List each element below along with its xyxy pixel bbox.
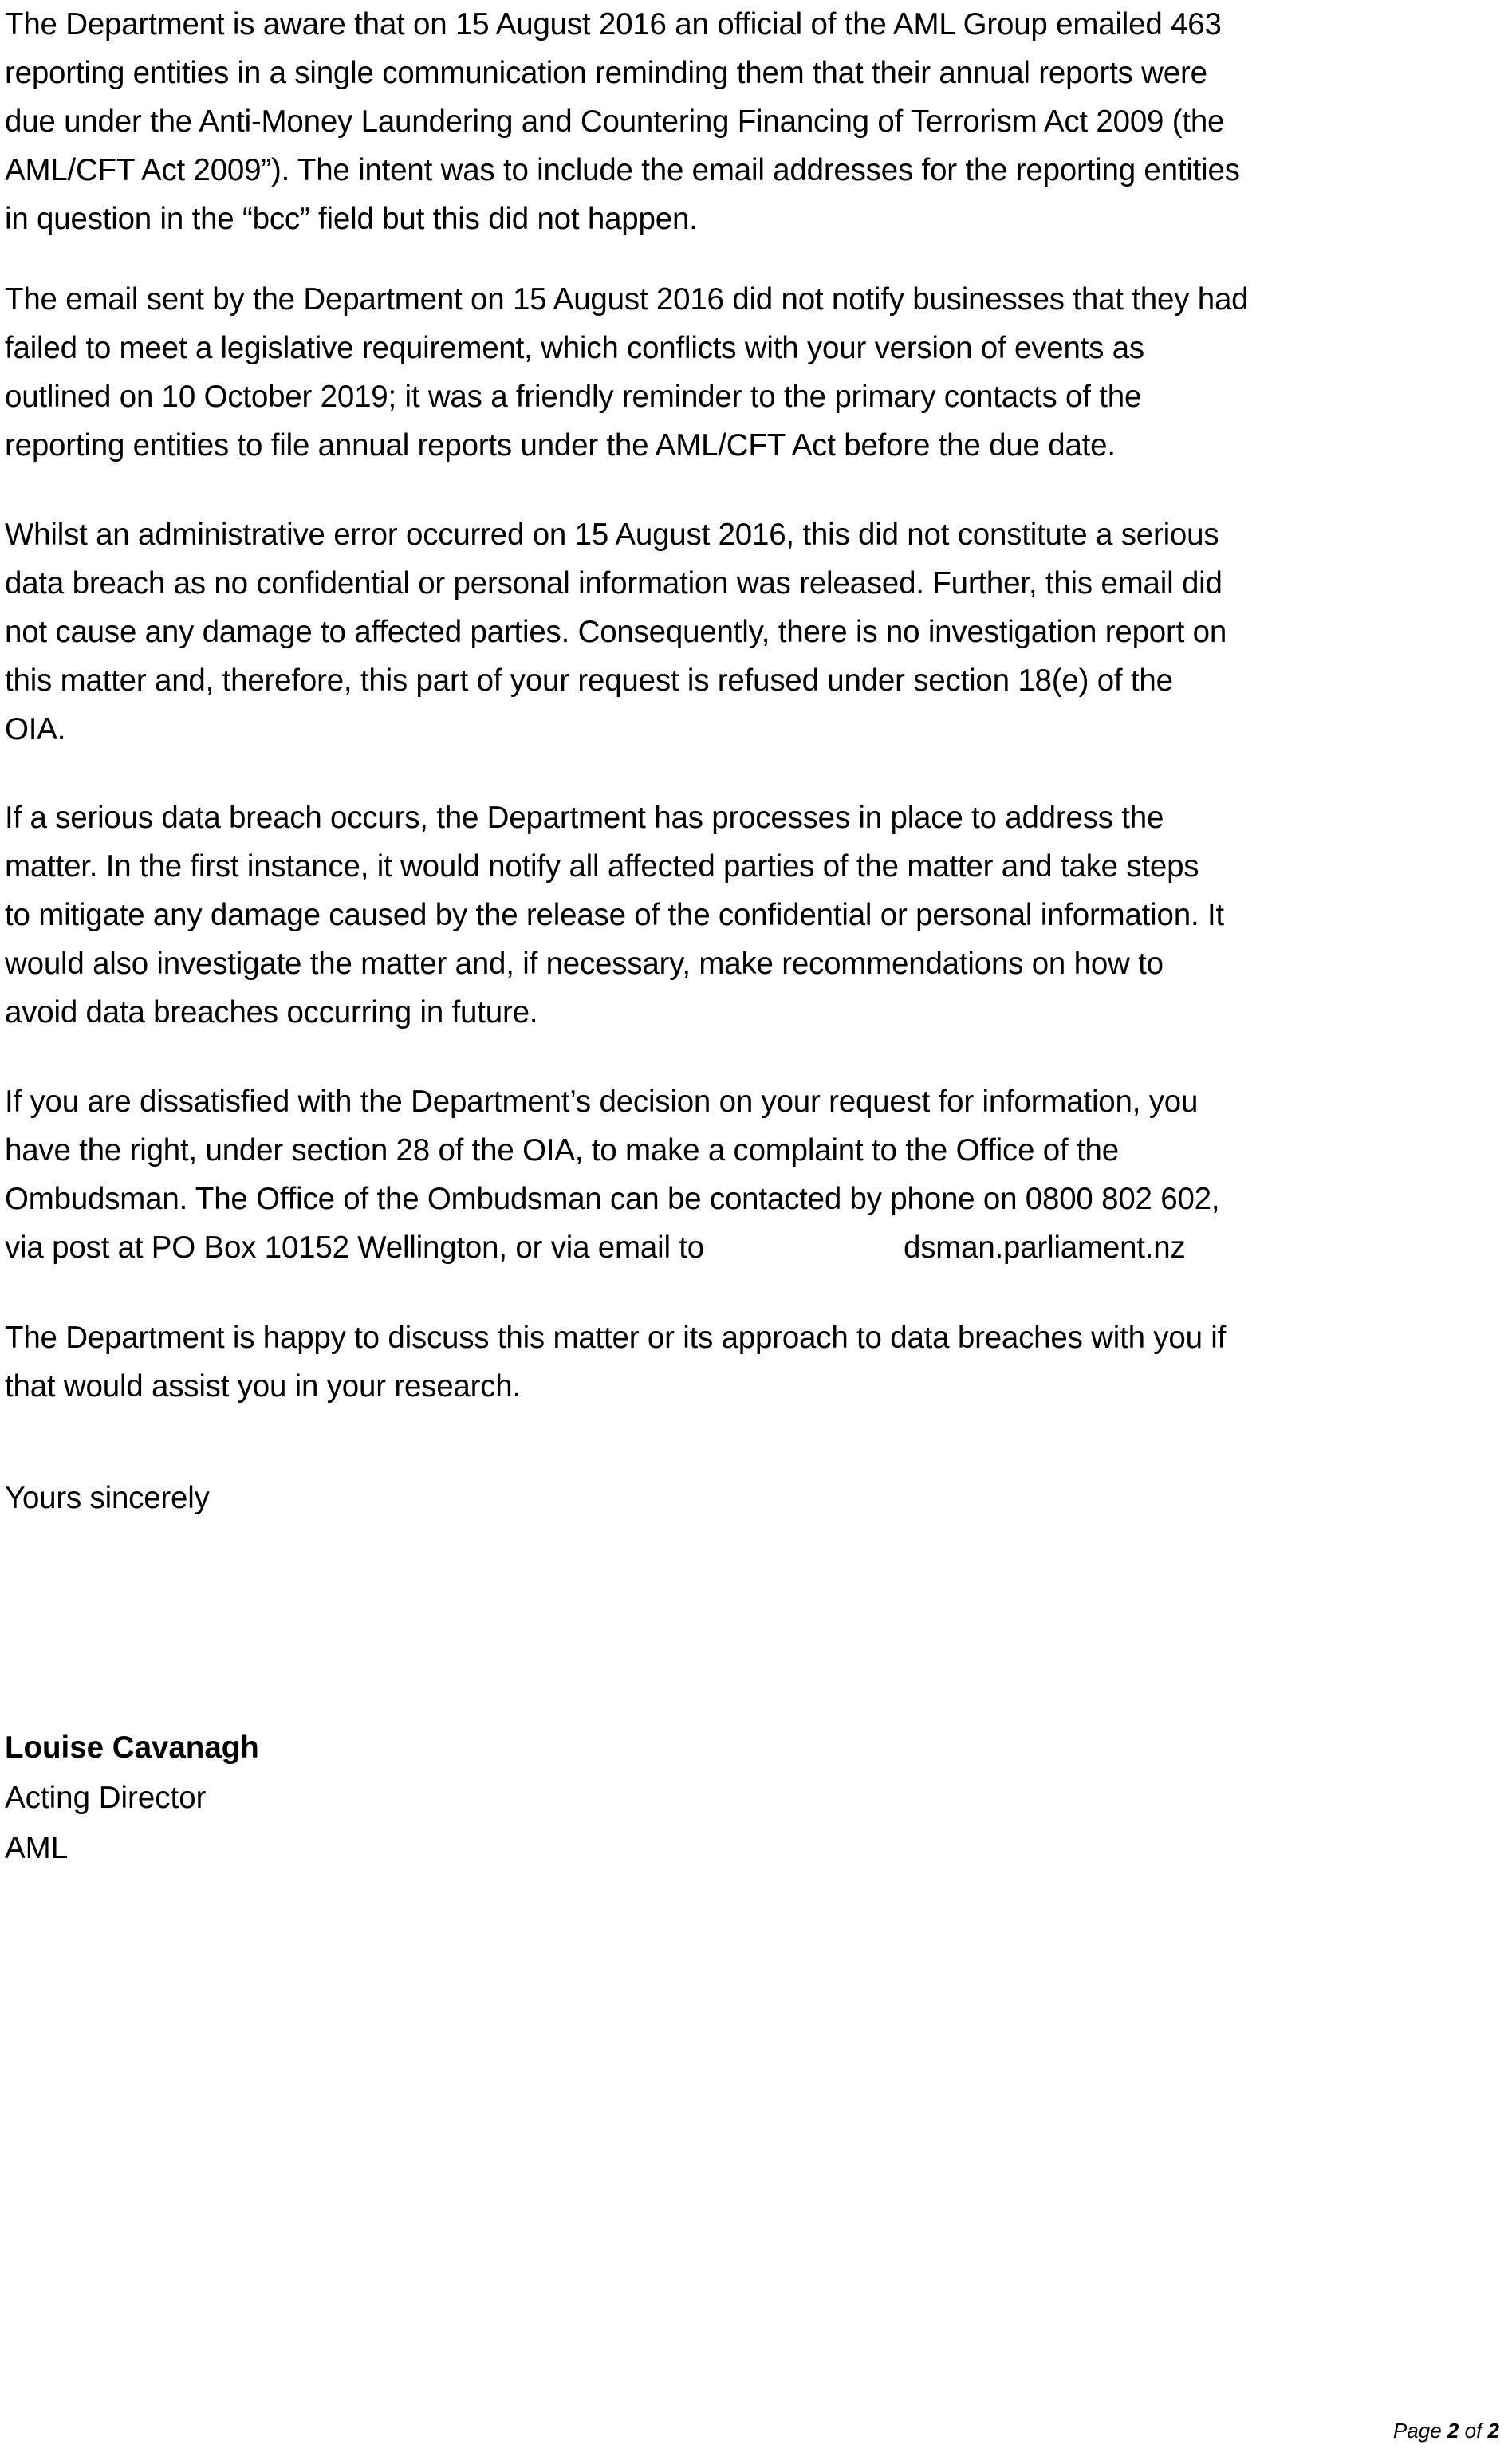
text-line: matter. In the first instance, it would notify all affected parties of the matter and take steps	[5, 849, 1199, 884]
page-of: of	[1459, 2419, 1488, 2443]
text-line: The Department is aware that on 15 August 2016 an official of the AML Group emailed 463	[5, 7, 1222, 41]
paragraph-email-incident	[5, 0, 1240, 243]
paragraph-refusal	[5, 510, 1227, 754]
paragraph-email-purpose	[5, 275, 1248, 470]
text-line: failed to meet a legislative requirement, which conflicts with your version of events as	[5, 331, 1144, 365]
ombudsman-email-fragment: dsman.parliament.nz	[904, 1230, 1186, 1265]
closing-salutation	[5, 1474, 210, 1522]
page-total: 2	[1487, 2419, 1499, 2443]
page-label: Page	[1392, 2419, 1447, 2443]
text-line: Whilst an administrative error occurred on 15 August 2016, this did not constitute a serious	[5, 518, 1219, 552]
text-line-start: via post at PO Box 10152 Wellington, or via email to	[5, 1230, 704, 1265]
text-line: OIA.	[5, 712, 66, 746]
text-line: not cause any damage to affected parties. Consequently, there is no investigation report on	[5, 615, 1227, 649]
page-current: 2	[1447, 2419, 1459, 2443]
paragraph-ombudsman	[5, 1077, 1219, 1272]
text-line: Yours sincerely	[5, 1481, 210, 1515]
text-line: this matter and, therefore, this part of your request is refused under section 18(e) of the	[5, 663, 1173, 698]
text-line: AML/CFT Act 2009”). The intent was to include the email addresses for the reporting entities	[5, 153, 1240, 187]
text-line: data breach as no confidential or personal information was released. Further, this email did	[5, 566, 1223, 600]
text-line: reporting entities in a single communication reminding them that their annual reports were	[5, 56, 1207, 90]
text-line: would also investigate the matter and, if necessary, make recommendations on how to	[5, 947, 1164, 981]
text-line: The email sent by the Department on 15 August 2016 did not notify businesses that they had	[5, 282, 1249, 317]
text-line: The Department is happy to discuss this matter or its approach to data breaches with you if	[5, 1321, 1227, 1355]
signatory-title: Acting Director	[5, 1781, 207, 1815]
paragraph-breach-process	[5, 793, 1224, 1037]
page-number	[1393, 2416, 1499, 2445]
text-line: If a serious data breach occurs, the Department has processes in place to address the	[5, 801, 1164, 835]
paragraph-offer-discussion	[5, 1313, 1226, 1411]
text-line: in question in the “bcc” field but this did not happen.	[5, 202, 698, 236]
text-line: that would assist you in your research.	[5, 1369, 522, 1404]
text-line	[5, 1223, 1219, 1272]
text-line: have the right, under section 28 of the OIA, to make a complaint to the Office of the	[5, 1133, 1119, 1167]
text-line: reporting entities to file annual reports under the AML/CFT Act before the due date.	[5, 428, 1116, 463]
text-line: to mitigate any damage caused by the release of the confidential or personal information. It	[5, 898, 1224, 932]
signatory-name: Louise Cavanagh	[5, 1730, 259, 1765]
signatory-group: AML	[5, 1831, 69, 1865]
text-line: outlined on 10 October 2019; it was a friendly reminder to the primary contacts of the	[5, 380, 1142, 414]
signature-block	[5, 1723, 259, 1873]
text-line: due under the Anti-Money Laundering and Countering Financing of Terrorism Act 2009 (the	[5, 104, 1225, 139]
text-line: Ombudsman. The Office of the Ombudsman can be contacted by phone on 0800 802 602,	[5, 1182, 1220, 1216]
text-line: avoid data breaches occurring in future.	[5, 995, 538, 1030]
text-line: If you are dissatisfied with the Department’s decision on your request for information, you	[5, 1085, 1199, 1119]
